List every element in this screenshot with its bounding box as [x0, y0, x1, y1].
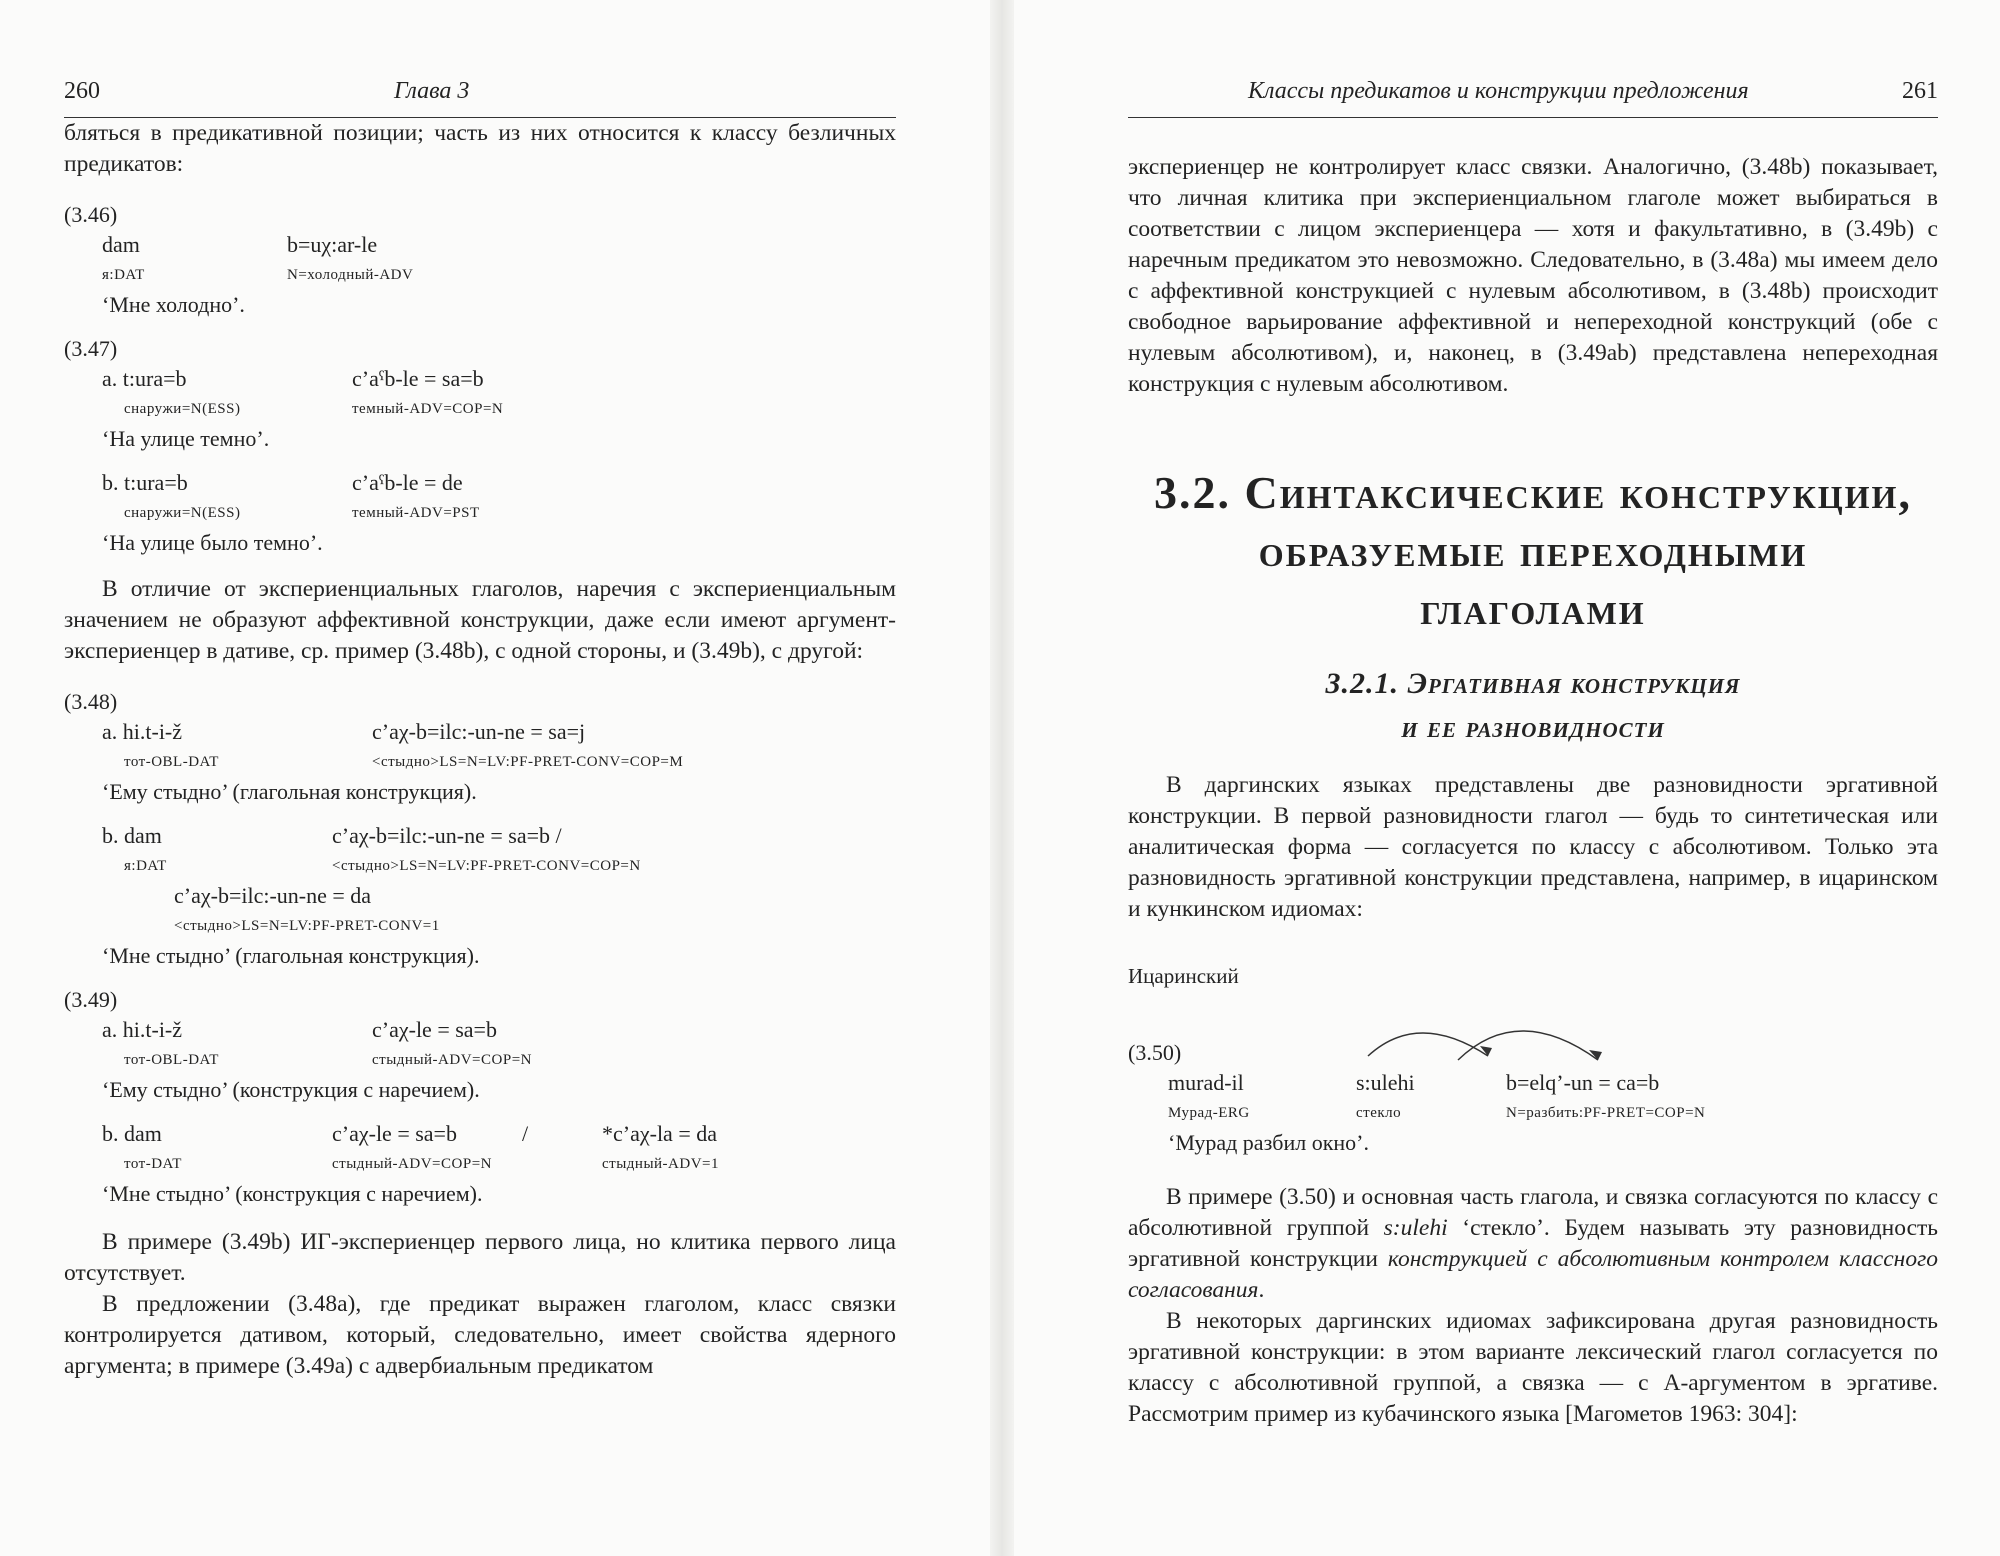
gloss: <стыдно>LS=N=LV:PF-PRET-CONV=COP=M — [372, 754, 684, 770]
agreement-arrow — [1128, 1016, 1938, 1076]
paragraph: В даргинских языках представлены две разновидности эргативной конструкции. В первой разновидности глагол — будь то синтетическая или аналитическая форма — согласуется по классу с абсолютивом. Только эта разновидность эргативной конструкции представлена, например, в ицаринском и кункинском идиомах: — [1128, 772, 1938, 922]
right-page — [1014, 0, 2000, 1556]
language-label: Ицаринский — [1128, 964, 1239, 988]
translation: ‘Ему стыдно’ (конструкция с наречием). — [102, 1077, 480, 1102]
left-page — [0, 0, 990, 1556]
example-number: (3.47) — [64, 336, 118, 361]
translation: ‘Мурад разбил окно’. — [1168, 1130, 1369, 1155]
paragraph: бляться в предикативной позиции; часть из них относится к классу безличных предикатов: — [64, 120, 896, 177]
right-running-head — [1128, 78, 1938, 118]
word: b=elq’-un = ca=b — [1506, 1070, 1660, 1095]
section-heading-line: 3.2. Синтаксические конструкции, — [1154, 467, 1912, 518]
section-heading — [1128, 464, 1938, 638]
gloss: я:DAT — [124, 858, 167, 874]
word: b. dam — [102, 823, 162, 848]
page-number: 260 — [64, 78, 100, 104]
gloss: стекло — [1356, 1105, 1402, 1121]
section-heading-line: глаголами — [1420, 583, 1646, 634]
translation: ‘Ему стыдно’ (глагольная конструкция). — [102, 779, 477, 804]
page-number: 261 — [1902, 78, 1938, 104]
gloss: я:DAT — [102, 267, 145, 283]
gloss: снаружи=N(ESS) — [124, 401, 241, 417]
word: c’aχ-le = sa=b — [332, 1121, 457, 1146]
word: c’aχ-le = sa=b — [372, 1017, 497, 1042]
paragraph: В некоторых даргинских идиомах зафиксирована другая разновидность эргативной конструкции: в этом варианте лексический глагол согласуется по классу с абсолютивной группой, а связка — с A-аргументом в эргативе. Рассмотрим пример из кубачинского языка [Магометов 1963: 304]: — [1128, 1308, 1938, 1427]
gloss: <стыдно>LS=N=LV:PF-PRET-CONV=COP=N — [332, 858, 641, 874]
gloss: тот-OBL-DAT — [124, 1052, 219, 1068]
term: конструкцией с абсолютивным контролем классного согласования — [1128, 1246, 1938, 1303]
example-number: (3.46) — [64, 202, 118, 227]
paragraph: экспериенцер не контролирует класс связки. Аналогично, (3.48b) показывает, что личная клитика при экспериенциальном глаголе может выбираться в соответствии с лицом экспериенцера — хотя и факультативно, в (3.49b) с наречным предикатом это невозможно. Следовательно, в (3.48a) мы имеем дело с аффективной конструкцией с нулевым абсолютивом, в (3.48b) происходит свободное варьирование аффективной и непереходной конструкций (обе с нулевым абсолютивом), и, наконец, в (3.49ab) представлена непереходная конструкция с нулевым абсолютивом. — [1128, 154, 1938, 397]
running-title: Классы предикатов и конструкции предложения — [1248, 78, 1749, 104]
translation: ‘Мне стыдно’ (глагольная конструкция). — [102, 943, 480, 968]
text-span: . — [1258, 1277, 1265, 1303]
translation: ‘Мне стыдно’ (конструкция с наречием). — [102, 1181, 483, 1206]
example-3-46 — [64, 200, 896, 320]
translation: ‘На улице было темно’. — [102, 530, 323, 555]
gloss: снаружи=N(ESS) — [124, 505, 241, 521]
paragraph: В предложении (3.48a), где предикат выражен глаголом, класс связки контролируется дативом, который, следовательно, имеет свойства ядерного аргумента; в примере (3.49a) с адвербиальным предикатом — [64, 1291, 896, 1379]
subsection-heading-line: 3.2.1. Эргативная конструкция — [1325, 667, 1741, 700]
separator: / — [522, 1121, 529, 1146]
word: a. t:ura=b — [102, 366, 187, 391]
translation: ‘На улице темно’. — [102, 426, 270, 451]
word: *c’aχ-la = da — [602, 1121, 717, 1146]
word: murad-il — [1168, 1070, 1244, 1095]
gloss: стыдный-ADV=COP=N — [372, 1052, 532, 1068]
gloss: N=холодный-ADV — [287, 267, 414, 283]
word: c’aˁb-le = de — [352, 470, 463, 495]
right-body — [1128, 770, 1938, 1430]
example-3-48 — [64, 687, 896, 971]
paragraph — [1128, 1182, 1938, 1306]
example-number: (3.49) — [64, 987, 118, 1012]
word: b=uχ:ar-le — [287, 232, 378, 257]
left-running-head — [64, 78, 896, 118]
section-heading-line: образуемые переходными — [1258, 525, 1808, 576]
example-3-49 — [64, 985, 896, 1209]
subsection-heading-line: и ее разновидности — [1401, 711, 1665, 744]
translation: ‘Мне холодно’. — [102, 292, 245, 317]
gloss: Мурад-ERG — [1168, 1105, 1250, 1121]
gloss: темный-ADV=PST — [352, 505, 480, 521]
header-rule — [1128, 117, 1938, 118]
gloss: стыдный-ADV=1 — [602, 1156, 720, 1172]
subsection-heading — [1128, 662, 1938, 750]
word: c’aˁb-le = sa=b — [352, 366, 484, 391]
word: s:ulehi — [1356, 1070, 1415, 1095]
gloss: тот-DAT — [124, 1156, 182, 1172]
word: c’aχ-b=ilc:-un-ne = da — [174, 883, 372, 908]
word: a. hi.t-i-ž — [102, 719, 183, 744]
word: c’aχ-b=ilc:-un-ne = sa=j — [372, 719, 586, 744]
book-gutter — [990, 0, 1014, 1556]
word: a. hi.t-i-ž — [102, 1017, 183, 1042]
example-number: (3.50) — [1128, 1040, 1182, 1065]
paragraph: В примере (3.49b) ИГ-экспериенцер первого лица, но клитика первого лица отсутствует. — [64, 1229, 896, 1286]
word: c’aχ-b=ilc:-un-ne = sa=b / — [332, 823, 562, 848]
paragraph: В отличие от экспериенциальных глаголов, наречия с экспериенциальным значением не образуют аффективной конструкции, даже если имеют аргумент-экспериенцер в дативе, ср. пример (3.48b), с одной стороны, и (3.49b), с другой: — [64, 576, 896, 664]
text-span: В примере (3.50) и основная часть глагола, и связка согласуются по классу с абсолютивной группой — [1128, 1184, 1938, 1241]
example-3-50 — [1128, 1016, 1938, 1158]
left-body — [64, 118, 896, 1382]
example-number: (3.48) — [64, 689, 118, 714]
word: b. t:ura=b — [102, 470, 188, 495]
object-word: s:ulehi — [1383, 1215, 1448, 1241]
gloss: темный-ADV=COP=N — [352, 401, 504, 417]
gloss: <стыдно>LS=N=LV:PF-PRET-CONV=1 — [174, 918, 440, 934]
text-span: ‘стекло’. Будем называть эту разновидность эргативной конструкции — [1128, 1215, 1938, 1272]
right-body-top — [1128, 152, 1938, 400]
gloss: тот-OBL-DAT — [124, 754, 219, 770]
word: dam — [102, 232, 140, 257]
word: b. dam — [102, 1121, 162, 1146]
gloss: стыдный-ADV=COP=N — [332, 1156, 492, 1172]
running-title: Глава 3 — [394, 78, 470, 104]
gloss: N=разбить:PF-PRET=COP=N — [1506, 1105, 1706, 1121]
example-3-47 — [64, 334, 896, 558]
